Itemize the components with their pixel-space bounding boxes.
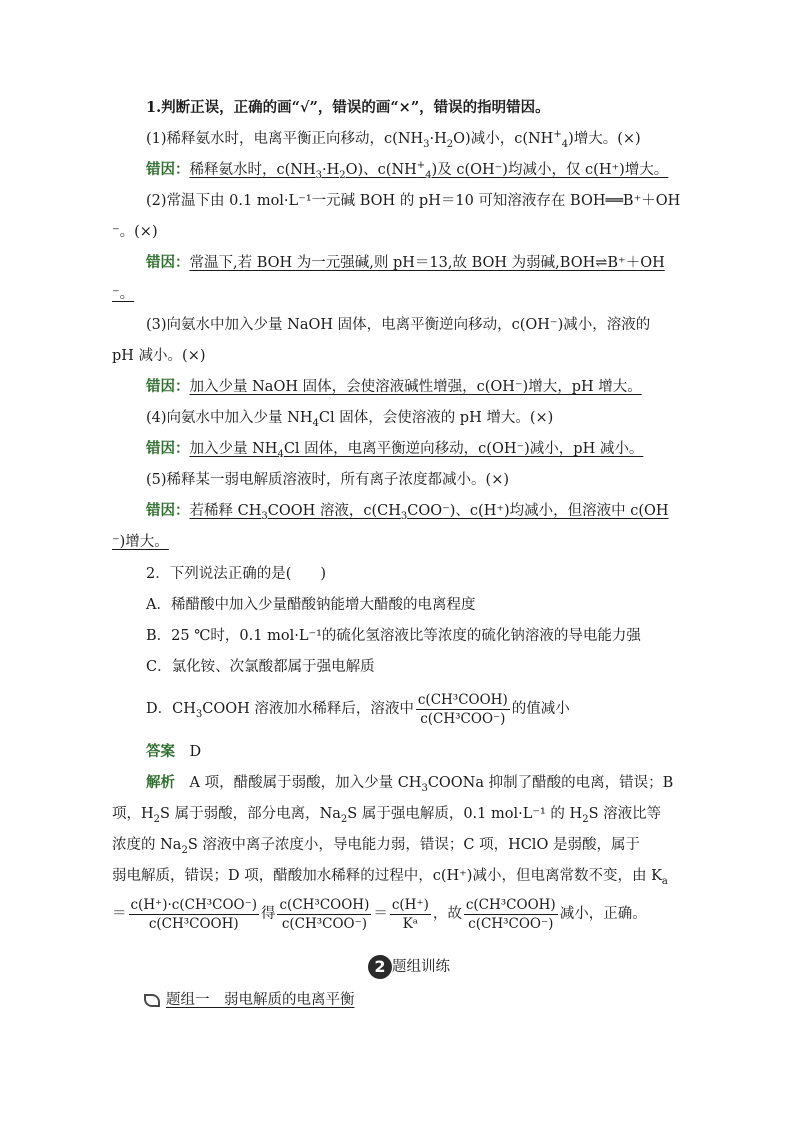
q1-item3-statement-cont: pH 减小。(×) bbox=[112, 348, 206, 364]
q2-analysis-line3: 浓度的 $Na_2S$ 溶液中离子浓度小，导电能力弱，错误；C 项，HClO 是弱酸，属于 bbox=[112, 837, 640, 856]
eq-fraction-2: $\frac{\text{c(CH³COOH)}}{\text{c(CH³COO⁻)}}$ bbox=[279, 896, 370, 932]
q1-item3-error: 错因：加入少量 NaOH 固体，会使溶液碱性增强，c(OH⁻)增大，pH 增大。 bbox=[146, 378, 642, 395]
q2-analysis-line4: 弱电解质，错误；D 项，醋酸加水稀释的过程中，c(H⁺)减小，但电离常数不变，由 $K_a$ bbox=[112, 868, 668, 887]
q2-answer: 答案 D bbox=[146, 743, 202, 760]
q1-item2-error-cont: ⁻。 bbox=[112, 286, 135, 302]
q1-item4-statement: (4)向氨水中加入少量 $NH_4Cl$ 固体，会使溶液的 pH 增大。(×) bbox=[146, 410, 554, 429]
q1-item3-statement: (3)向氨水中加入少量 NaOH 固体，电离平衡逆向移动，c(OH⁻)减小，溶液的 bbox=[146, 317, 651, 333]
q2-stem: 2．下列说法正确的是( ) bbox=[146, 566, 327, 582]
q2-option-a: A．稀醋酸中加入少量醋酸钠能增大醋酸的电离程度 bbox=[146, 597, 476, 613]
q1-item2-error: 错因：常温下,若 BOH 为一元强碱,则 pH＝13,故 BOH 为弱碱,BOH⇌B⁺＋OH bbox=[146, 254, 665, 271]
q1-item5-statement: (5)稀释某一弱电解质溶液时，所有离子浓度都减小。(×) bbox=[146, 472, 510, 488]
q2-option-d-fraction: $\frac{\text{c(CH³COOH)}}{\text{c(CH³COO⁻)}}$ bbox=[417, 691, 508, 727]
group1-heading: 题组一 弱电解质的电离平衡 bbox=[144, 990, 684, 1010]
q2-option-b: B．25 ℃时，0.1 mol·L⁻¹的硫化氢溶液比等浓度的硫化钠溶液的导电能力强 bbox=[146, 628, 641, 644]
eq-fraction-4: $\frac{\text{c(CH³COOH)}}{\text{c(CH³COO⁻)}}$ bbox=[465, 896, 556, 932]
q1-item1-statement: (1)稀释氨水时，电离平衡正向移动，$c(NH_3\cdot H_2O)$减小，$c(NH^+_4)$增大。(×) bbox=[146, 129, 641, 150]
eq-fraction-1: $\frac{\text{c(H⁺)·c(CH³COO⁻)}}{\text{c(CH³COOH)}}$ bbox=[130, 896, 257, 932]
q1-item4-error: 错因：加入少量 $NH_4Cl$ 固体，电离平衡逆向移动，c(OH⁻)减小，pH 减小。 bbox=[146, 440, 644, 460]
q1-item1-error: 错因：稀释氨水时，$c(NH_3\cdot H_2O)$、$c(NH^+_4)$及 c(OH⁻)均减小，仅 c(H⁺)增大。 bbox=[146, 160, 669, 181]
q2-option-c: C．氯化铵、次氯酸都属于强电解质 bbox=[146, 659, 375, 675]
q2-option-d: D．$CH_3COOH$ 溶液加水稀释后，溶液中 $\frac{\text{c(CH³COOH)}}{\text{c(CH³COO⁻)}}$ 的值减小 bbox=[146, 691, 570, 727]
section-number-badge: 2 bbox=[368, 955, 392, 979]
eq-fraction-3: $\frac{c(H^+)}{\text{Kᵃ}}$ bbox=[391, 896, 429, 932]
q1-item5-error: 错因：若稀释 $CH_3COOH$ 溶液，$c(CH_3COO^-)$、c(H⁺)均减小，但溶液中 c(OH bbox=[146, 502, 669, 522]
q1-item5-error-cont: ⁻)增大。 bbox=[112, 534, 169, 550]
q2-analysis-equation: ＝ $\frac{\text{c(H⁺)·c(CH³COO⁻)}}{\text{c(CH³COOH)}}$ 得 $\frac{\text{c(CH³COOH)}}{\text{c(CH³COO⁻)}}$ ＝ $\frac{c(H^+)}{\text{Kᵃ}}$ ，故 $\frac{\text{c(CH³COOH)}}{\text{c(CH³COO⁻)}}$ 减小，正确。 bbox=[112, 896, 647, 932]
q2-analysis-line2: 项，$H_2S$ 属于弱酸，部分电离，$Na_2S$ 属于强电解质，0.1 mol·L⁻¹ 的 $H_2S$ 溶液比等 bbox=[112, 806, 662, 825]
q2-analysis-line1: 解析 A 项，醋酸属于弱酸，加入少量 $CH_3COONa$ 抑制了醋酸的电离，错误；B bbox=[146, 774, 674, 794]
q1-title: 1.判断正误，正确的画“√”，错误的画“×”，错误的指明错因。 bbox=[146, 99, 550, 116]
q1-item2-statement: (2)常温下由 0.1 mol·L⁻¹一元碱 BOH 的 pH＝10 可知溶液存在 BOH══B⁺＋OH bbox=[146, 193, 681, 209]
section-title: 题组训练 bbox=[392, 959, 450, 975]
q1-item2-statement-cont: ⁻。(×) bbox=[112, 224, 158, 240]
leaf-icon bbox=[144, 994, 160, 1007]
section-header bbox=[368, 954, 568, 980]
